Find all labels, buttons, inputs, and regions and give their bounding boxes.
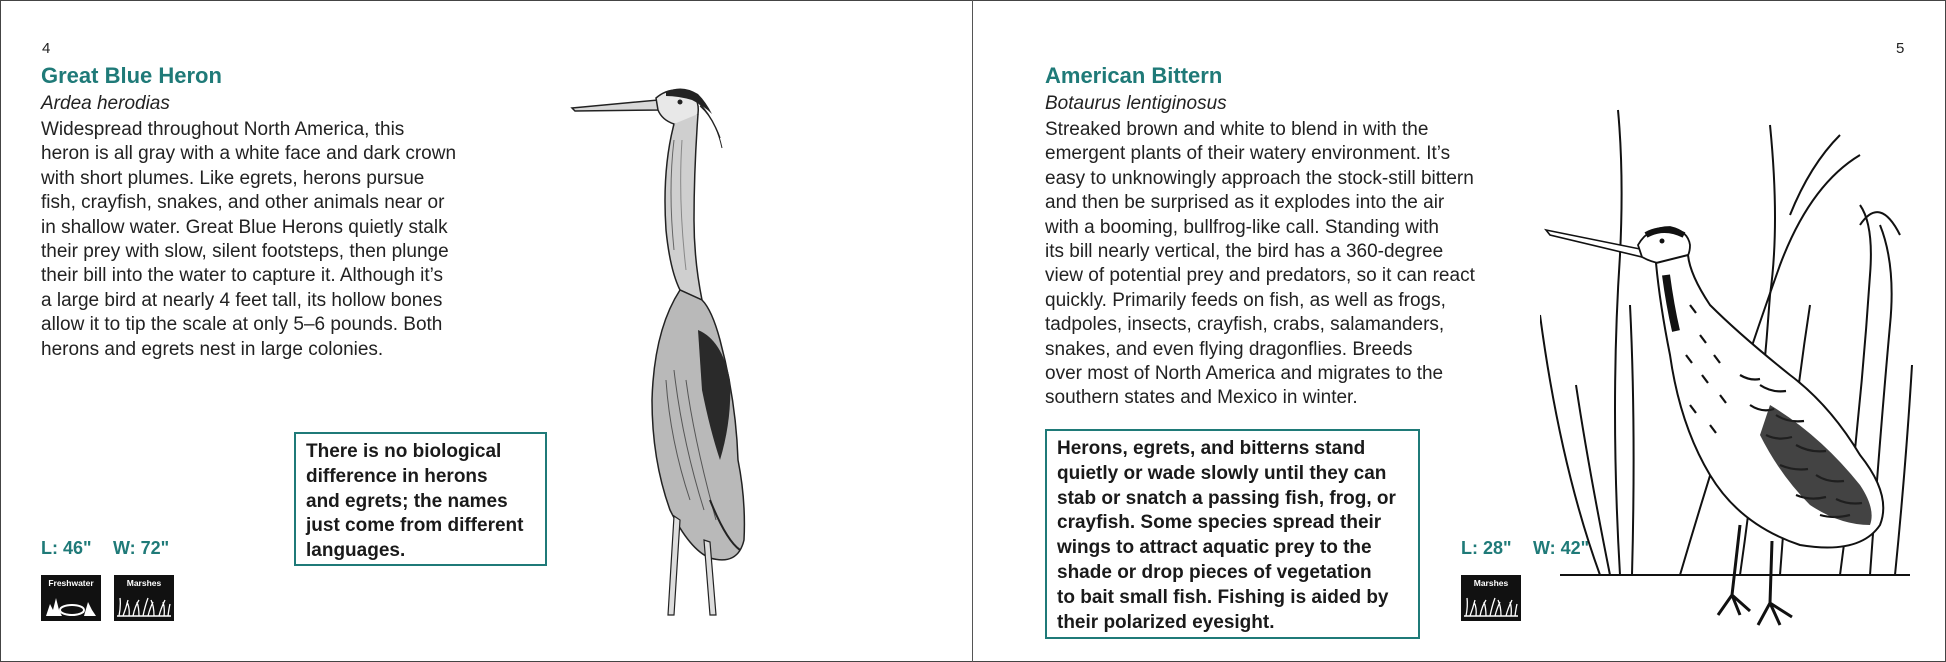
latin-name: Ardea herodias xyxy=(41,93,170,114)
great-blue-heron-illustration xyxy=(570,80,790,620)
callout-line: to bait small fish. Fishing is aided by xyxy=(1057,586,1389,608)
wingspan-measurement: W: 42" xyxy=(1533,538,1590,558)
description-line: Streaked brown and white to blend in with the xyxy=(1045,119,1429,140)
callout-line: shade or drop pieces of vegetation xyxy=(1057,561,1372,583)
callout-line: stab or snatch a passing fish, frog, or xyxy=(1057,487,1396,509)
wingspan-measurement: W: 72" xyxy=(113,538,170,558)
latin-name: Botaurus lentiginosus xyxy=(1045,93,1227,114)
description-line: fish, crayfish, snakes, and other animals near or xyxy=(41,192,445,214)
length-measurement: L: 46" xyxy=(41,538,92,558)
description-line: with short plumes. Like egrets, herons pursue xyxy=(41,167,425,189)
description-line: their bill into the water to capture it. Although it’s xyxy=(41,265,444,287)
callout-line: languages. xyxy=(306,540,406,562)
description-line: over most of North America and migrates to the xyxy=(1045,363,1444,385)
description-line: in shallow water. Great Blue Herons quietly stalk xyxy=(41,216,448,238)
fact-callout xyxy=(294,432,547,566)
callout-line: and egrets; the names xyxy=(306,490,508,512)
page-number: 5 xyxy=(1896,40,1905,57)
habitat-label: Freshwater xyxy=(48,578,94,588)
habitat-label: Marshes xyxy=(1473,578,1509,588)
habitat-label: Marshes xyxy=(126,578,162,588)
description-line: snakes, and even flying dragonflies. Breeds xyxy=(1045,338,1413,360)
description-line: with a booming, bullfrog-like call. Standing with xyxy=(1045,216,1439,238)
callout-line: their polarized eyesight. xyxy=(1057,611,1275,633)
species-title: American Bittern xyxy=(1045,63,1223,88)
description-line: emergent plants of their watery environment. It’s xyxy=(1045,143,1451,165)
description-line: herons and egrets nest in large colonies. xyxy=(41,338,384,360)
page-gutter xyxy=(972,0,973,662)
description-line: Widespread throughout North America, this xyxy=(41,119,405,140)
species-description xyxy=(1045,118,1535,411)
description-line: view of potential prey and predators, so it can react xyxy=(1045,265,1475,287)
callout-line: Herons, egrets, and bitterns stand xyxy=(1057,438,1366,459)
callout-line: quietly or wade slowly until they can xyxy=(1057,462,1387,484)
description-line: easy to unknowingly approach the stock-still bittern xyxy=(1045,167,1474,189)
length-measurement: L: 28" xyxy=(1461,538,1512,558)
species-title: Great Blue Heron xyxy=(41,63,222,88)
callout-line: There is no biological xyxy=(306,441,502,462)
description-line: quickly. Primarily feeds on fish, as well as frogs, xyxy=(1045,289,1446,311)
callout-line: wings to attract aquatic prey to the xyxy=(1057,537,1372,559)
description-line: southern states and Mexico in winter. xyxy=(1045,387,1358,409)
marsh-icon xyxy=(1461,575,1521,621)
description-line: its bill nearly vertical, the bird has a 360-degree xyxy=(1045,241,1444,263)
fact-callout xyxy=(1045,429,1420,639)
callout-line: difference in herons xyxy=(306,465,488,487)
description-line: and then be surprised as it explodes into the air xyxy=(1045,192,1445,214)
american-bittern-illustration xyxy=(1540,105,1920,645)
marsh-icon xyxy=(114,575,174,621)
page-number: 4 xyxy=(42,40,51,57)
freshwater-icon xyxy=(41,575,101,621)
description-line: tadpoles, insects, crayfish, crabs, salamanders, xyxy=(1045,314,1445,336)
description-line: heron is all gray with a white face and dark crown xyxy=(41,143,457,165)
description-line: allow it to tip the scale at only 5–6 pounds. Both xyxy=(41,314,443,336)
description-line: a large bird at nearly 4 feet tall, its hollow bones xyxy=(41,289,443,311)
callout-line: just come from different xyxy=(306,515,524,537)
callout-line: crayfish. Some species spread their xyxy=(1057,512,1382,534)
species-description xyxy=(41,118,511,362)
description-line: their prey with slow, silent footsteps, then plunge xyxy=(41,241,449,263)
